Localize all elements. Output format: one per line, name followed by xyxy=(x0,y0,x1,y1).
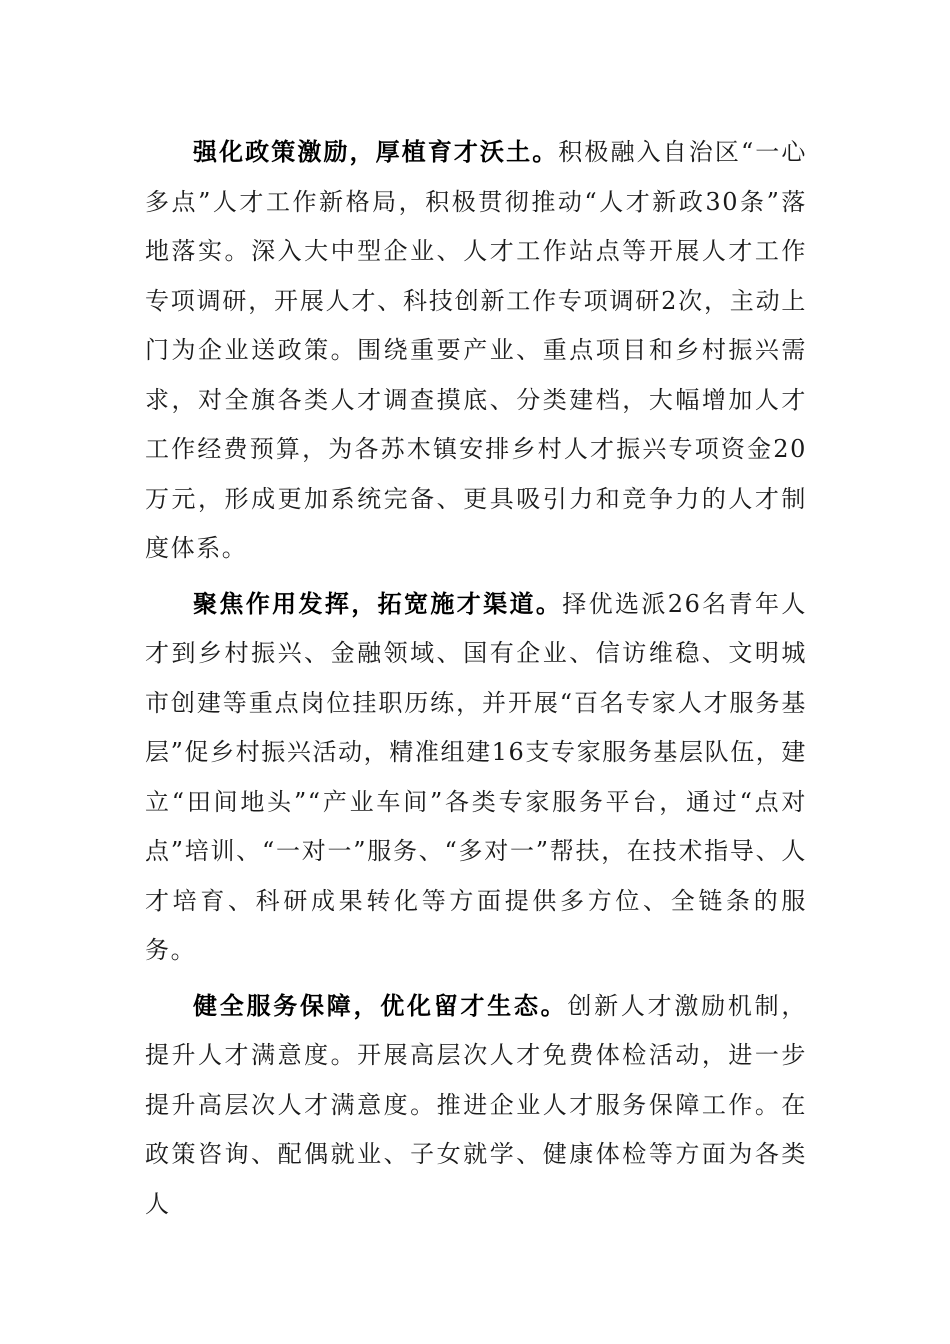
document-page xyxy=(145,128,807,1235)
paragraph-lead-heading: 强化政策激励，厚植育才沃土。 xyxy=(193,138,559,166)
paragraph-talent-channels xyxy=(145,580,807,976)
paragraph-body-text: 择优选派26名青年人才到乡村振兴、金融领域、国有企业、信访维稳、文明城市创建等重点岗位挂职历练，并开展“百名专家人才服务基层”促乡村振兴活动，精准组建16支专家服务基层队伍，建立“田间地头”“产业车间”各类专家服务平台，通过“点对点”培训、“一对一”服务、“多对一”帮扶，在技术指导、人才培育、科研成果转化等方面提供多方位、全链条的服务。 xyxy=(145,589,808,964)
paragraph-policy-incentives xyxy=(145,128,807,574)
paragraph-body-text: 创新人才激励机制，提升人才满意度。开展高层次人才免费体检活动，进一步提升高层次人才满意度。推进企业人才服务保障工作。在政策咨询、配偶就业、子女就学、健康体检等方面为各类人 xyxy=(145,991,807,1218)
paragraph-lead-heading: 健全服务保障，优化留才生态。 xyxy=(193,991,568,1020)
paragraph-lead-heading: 聚焦作用发挥，拓宽施才渠道。 xyxy=(193,589,563,618)
paragraph-body-text: 积极融入自治区“一心多点”人才工作新格局，积极贯彻推动“人才新政30条”落地落实。深入大中型企业、人才工作站点等开展人才工作专项调研，开展人才、科技创新工作专项调研2次，主动上门为企业送政策。围绕重要产业、重点项目和乡村振兴需求，对全旗各类人才调查摸底、分类建档，大幅增加人才工作经费预算，为各苏木镇安排乡村人才振兴专项资金20万元，形成更加系统完备、更具吸引力和竞争力的人才制度体系。 xyxy=(145,138,807,562)
paragraph-service-guarantee xyxy=(145,982,807,1230)
